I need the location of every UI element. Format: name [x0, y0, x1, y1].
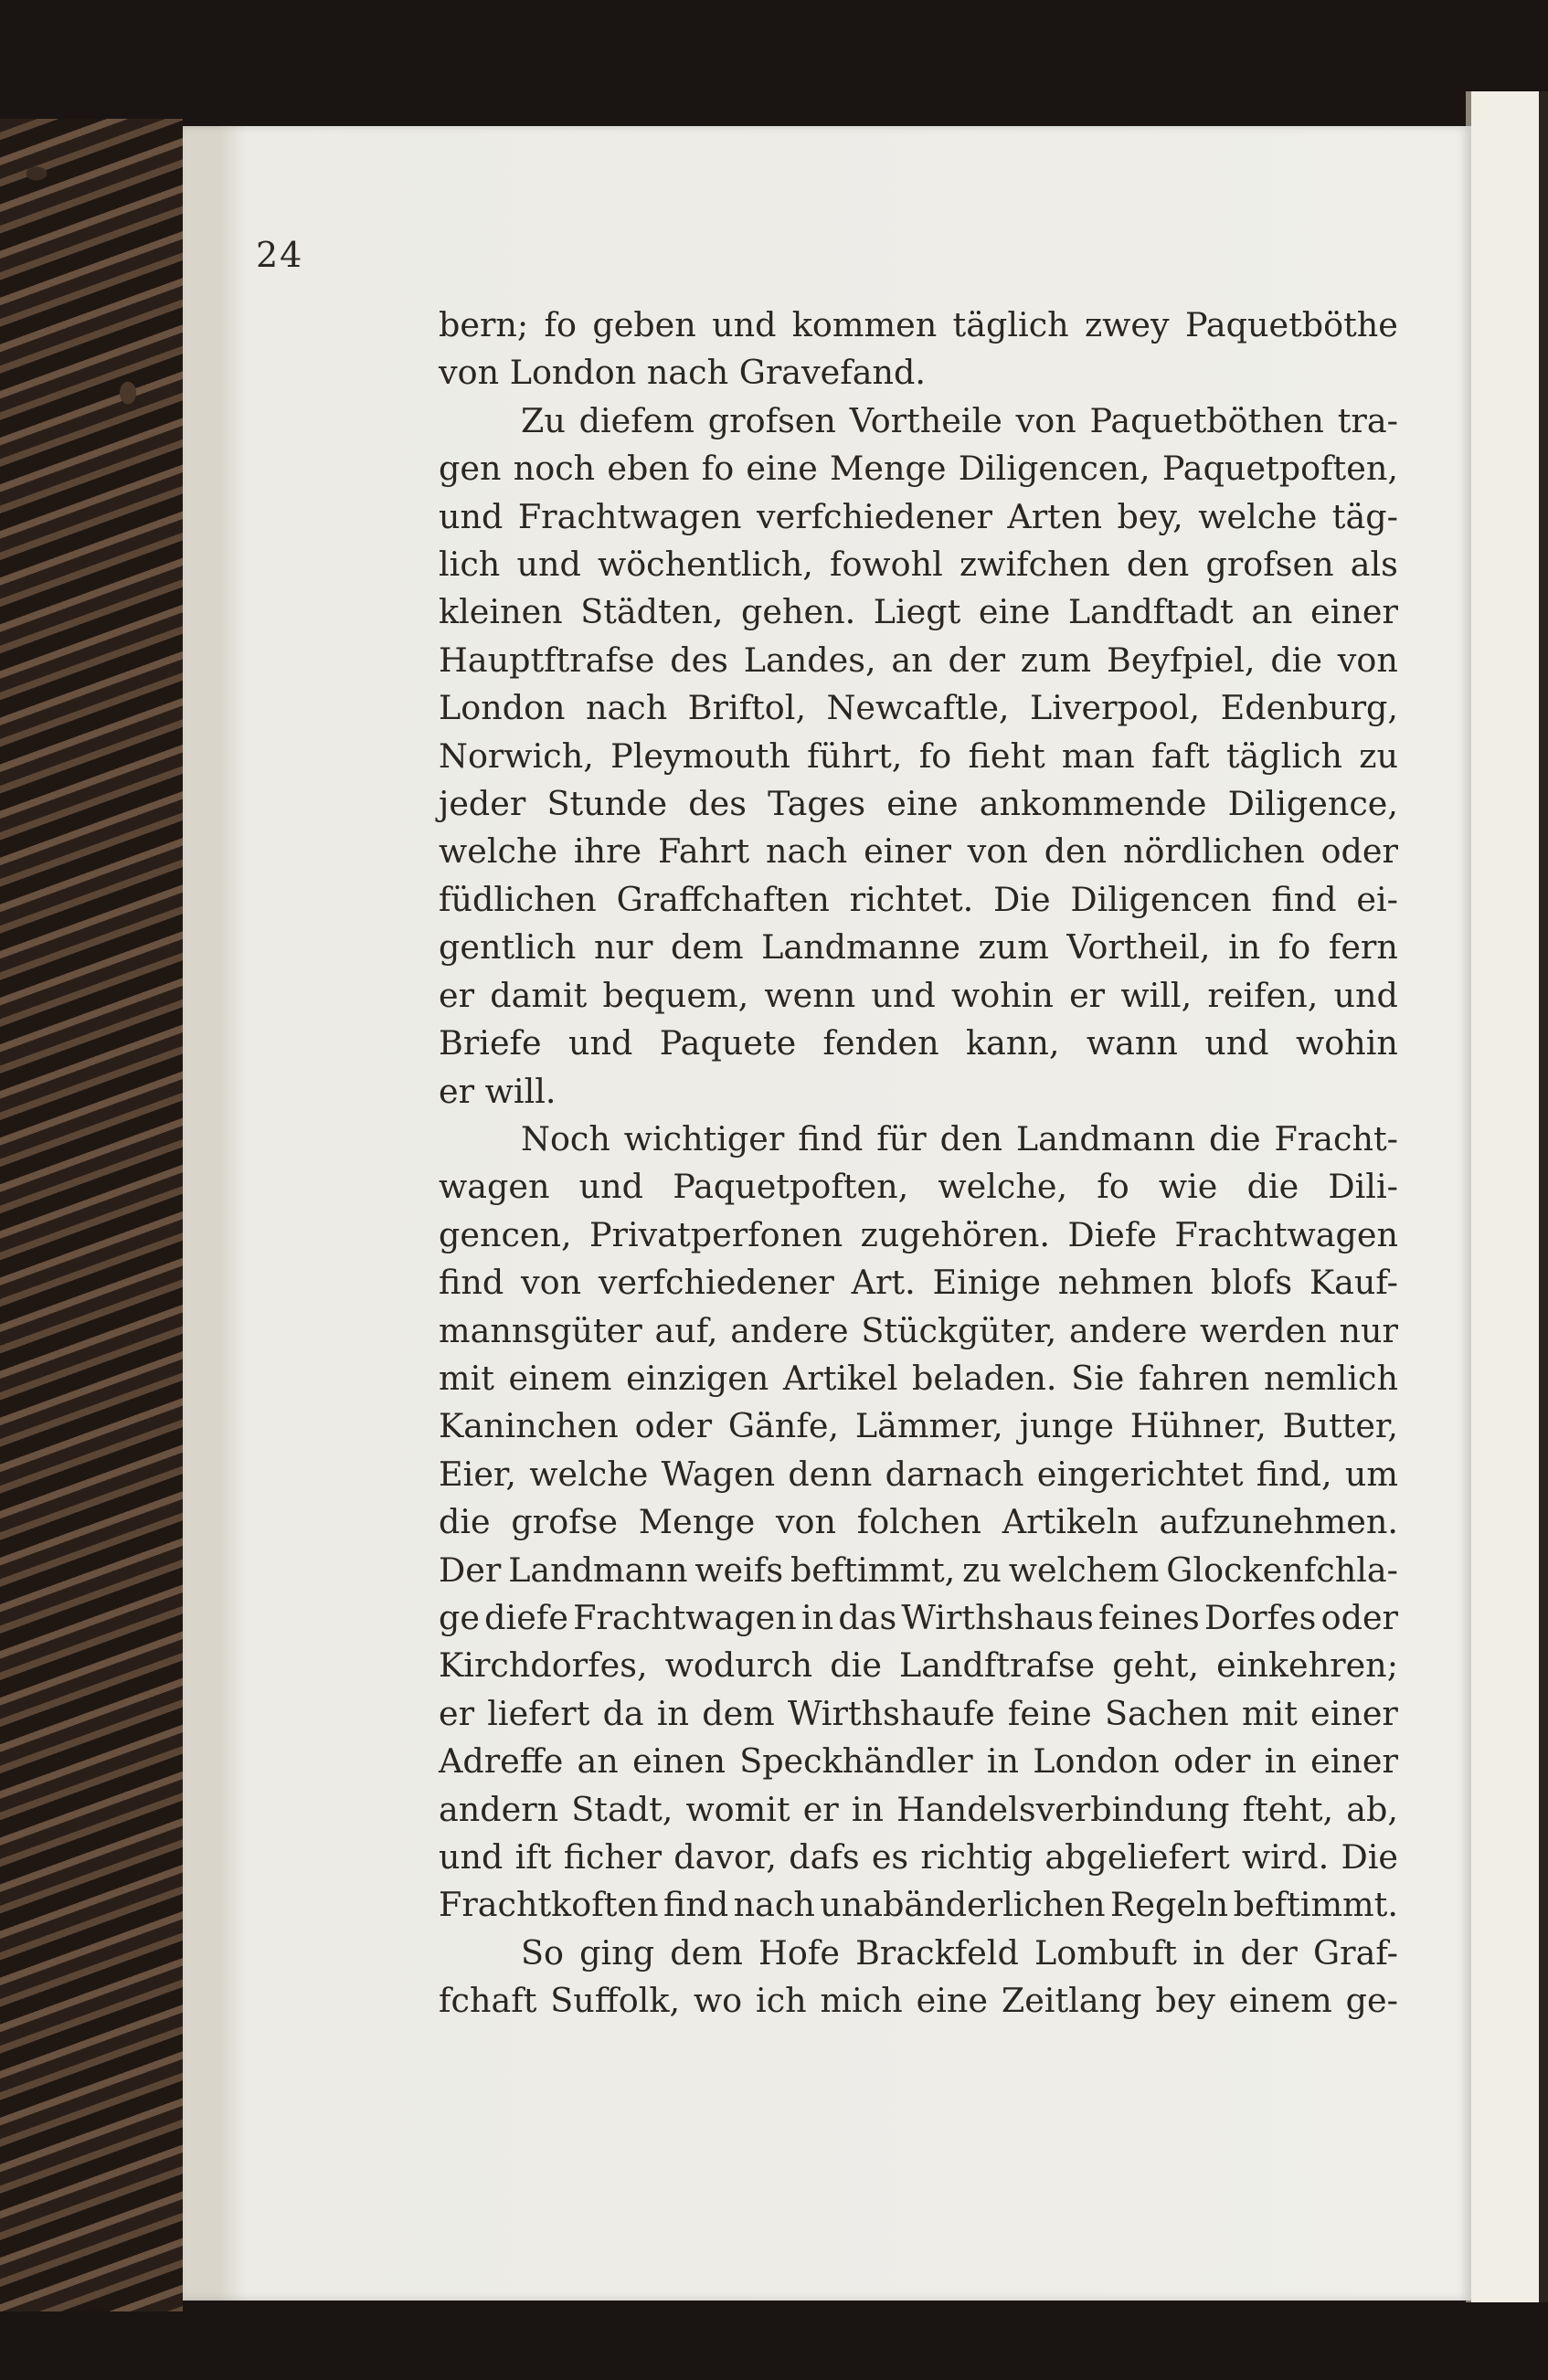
text-line: er liefert da in dem Wirthshaufe feine Sachen mit einer [439, 1693, 1398, 1733]
text-line: Kaninchen oder Gänfe, Lämmer, junge Hühner, Butter, [439, 1406, 1398, 1446]
text-line: er damit bequem, wenn und wohin er will, reifen, und [439, 975, 1398, 1015]
text-line: London nach Briftol, Newcaftle, Liverpool, Edenburg, [439, 688, 1398, 728]
text-line: Frachtkoften find nach unabänderlichen Regeln beftimmt. [439, 1885, 1398, 1925]
text-line: und Frachtwagen verfchiedener Arten bey, welche täg- [439, 496, 1398, 536]
text-line: Zu diefem grofsen Vortheile von Paquetböthen tra- [521, 400, 1398, 440]
text-line: andern Stadt, womit er in Handelsverbindung fteht, ab, [439, 1789, 1398, 1829]
text-line: ge diefe Frachtwagen in das Wirthshaus feines Dorfes oder [439, 1597, 1398, 1637]
text-line: kleinen Städten, gehen. Liegt eine Landftadt an einer [439, 592, 1398, 632]
text-line: Der Landmann weifs beftimmt, zu welchem Glockenfchla- [439, 1550, 1398, 1590]
text-line: gencen, Privatperfonen zugehören. Diefe Frachtwagen [439, 1214, 1398, 1254]
text-line: welche ihre Fahrt nach einer von den nördlichen oder [439, 831, 1398, 872]
text-line: Eier, welche Wagen denn darnach eingerichtet find, um [439, 1454, 1398, 1494]
page-edges [1466, 91, 1548, 2302]
text-line: gentlich nur dem Landmanne zum Vortheil, in fo fern [439, 927, 1398, 968]
text-line: gen noch eben fo eine Menge Diligencen, Paquetpoften, [439, 449, 1398, 489]
text-line: Hauptftrafse des Landes, an der zum Beyfpiel, die von [439, 640, 1398, 680]
text-line: und ift ficher davor, dafs es richtig abgeliefert wird. Die [439, 1837, 1398, 1877]
text-line: die grofse Menge von folchen Artikeln aufzunehmen. [439, 1502, 1398, 1542]
body-text [439, 301, 1398, 2026]
text-line: So ging dem Hofe Brackfeld Lombuft in der Graf- [521, 1932, 1398, 1973]
text-line: Briefe und Paquete fenden kann, wann und wohin [439, 1023, 1398, 1063]
text-line: Adreffe an einen Speckhändler in London oder in einer [439, 1741, 1398, 1782]
text-line: mit einem einzigen Artikel beladen. Sie fahren nemlich [439, 1358, 1398, 1398]
text-line: füdlichen Graffchaften richtet. Die Diligencen find ei- [439, 879, 1398, 919]
page-number: 24 [256, 235, 304, 275]
text-line: Noch wichtiger find für den Landmann die Fracht- [521, 1118, 1398, 1158]
text-line: fchaft Suffolk, wo ich mich eine Zeitlang bey einem ge- [439, 1981, 1398, 2021]
text-line: jeder Stunde des Tages eine ankommende Diligence, [439, 784, 1398, 824]
text-line: mannsgüter auf, andere Stückgüter, andere werden nur [439, 1310, 1398, 1350]
book-cover-edge [0, 119, 183, 2311]
text-line: Kirchdorfes, wodurch die Landftrafse geht, einkehren; [439, 1645, 1398, 1686]
text-line: find von verfchiedener Art. Einige nehmen blofs Kauf- [439, 1263, 1398, 1303]
text-line: lich und wöchentlich, fowohl zwifchen den grofsen als [439, 545, 1398, 585]
text-line: Norwich, Pleymouth führt, fo fieht man faft täglich zu [439, 735, 1398, 776]
text-line: von London nach Gravefand. [439, 353, 927, 393]
text-line: bern; fo geben und kommen täglich zwey Paquetböthe [439, 305, 1398, 344]
text-line: er will. [439, 1071, 557, 1111]
text-line: wagen und Paquetpoften, welche, fo wie die Dili- [439, 1167, 1398, 1207]
